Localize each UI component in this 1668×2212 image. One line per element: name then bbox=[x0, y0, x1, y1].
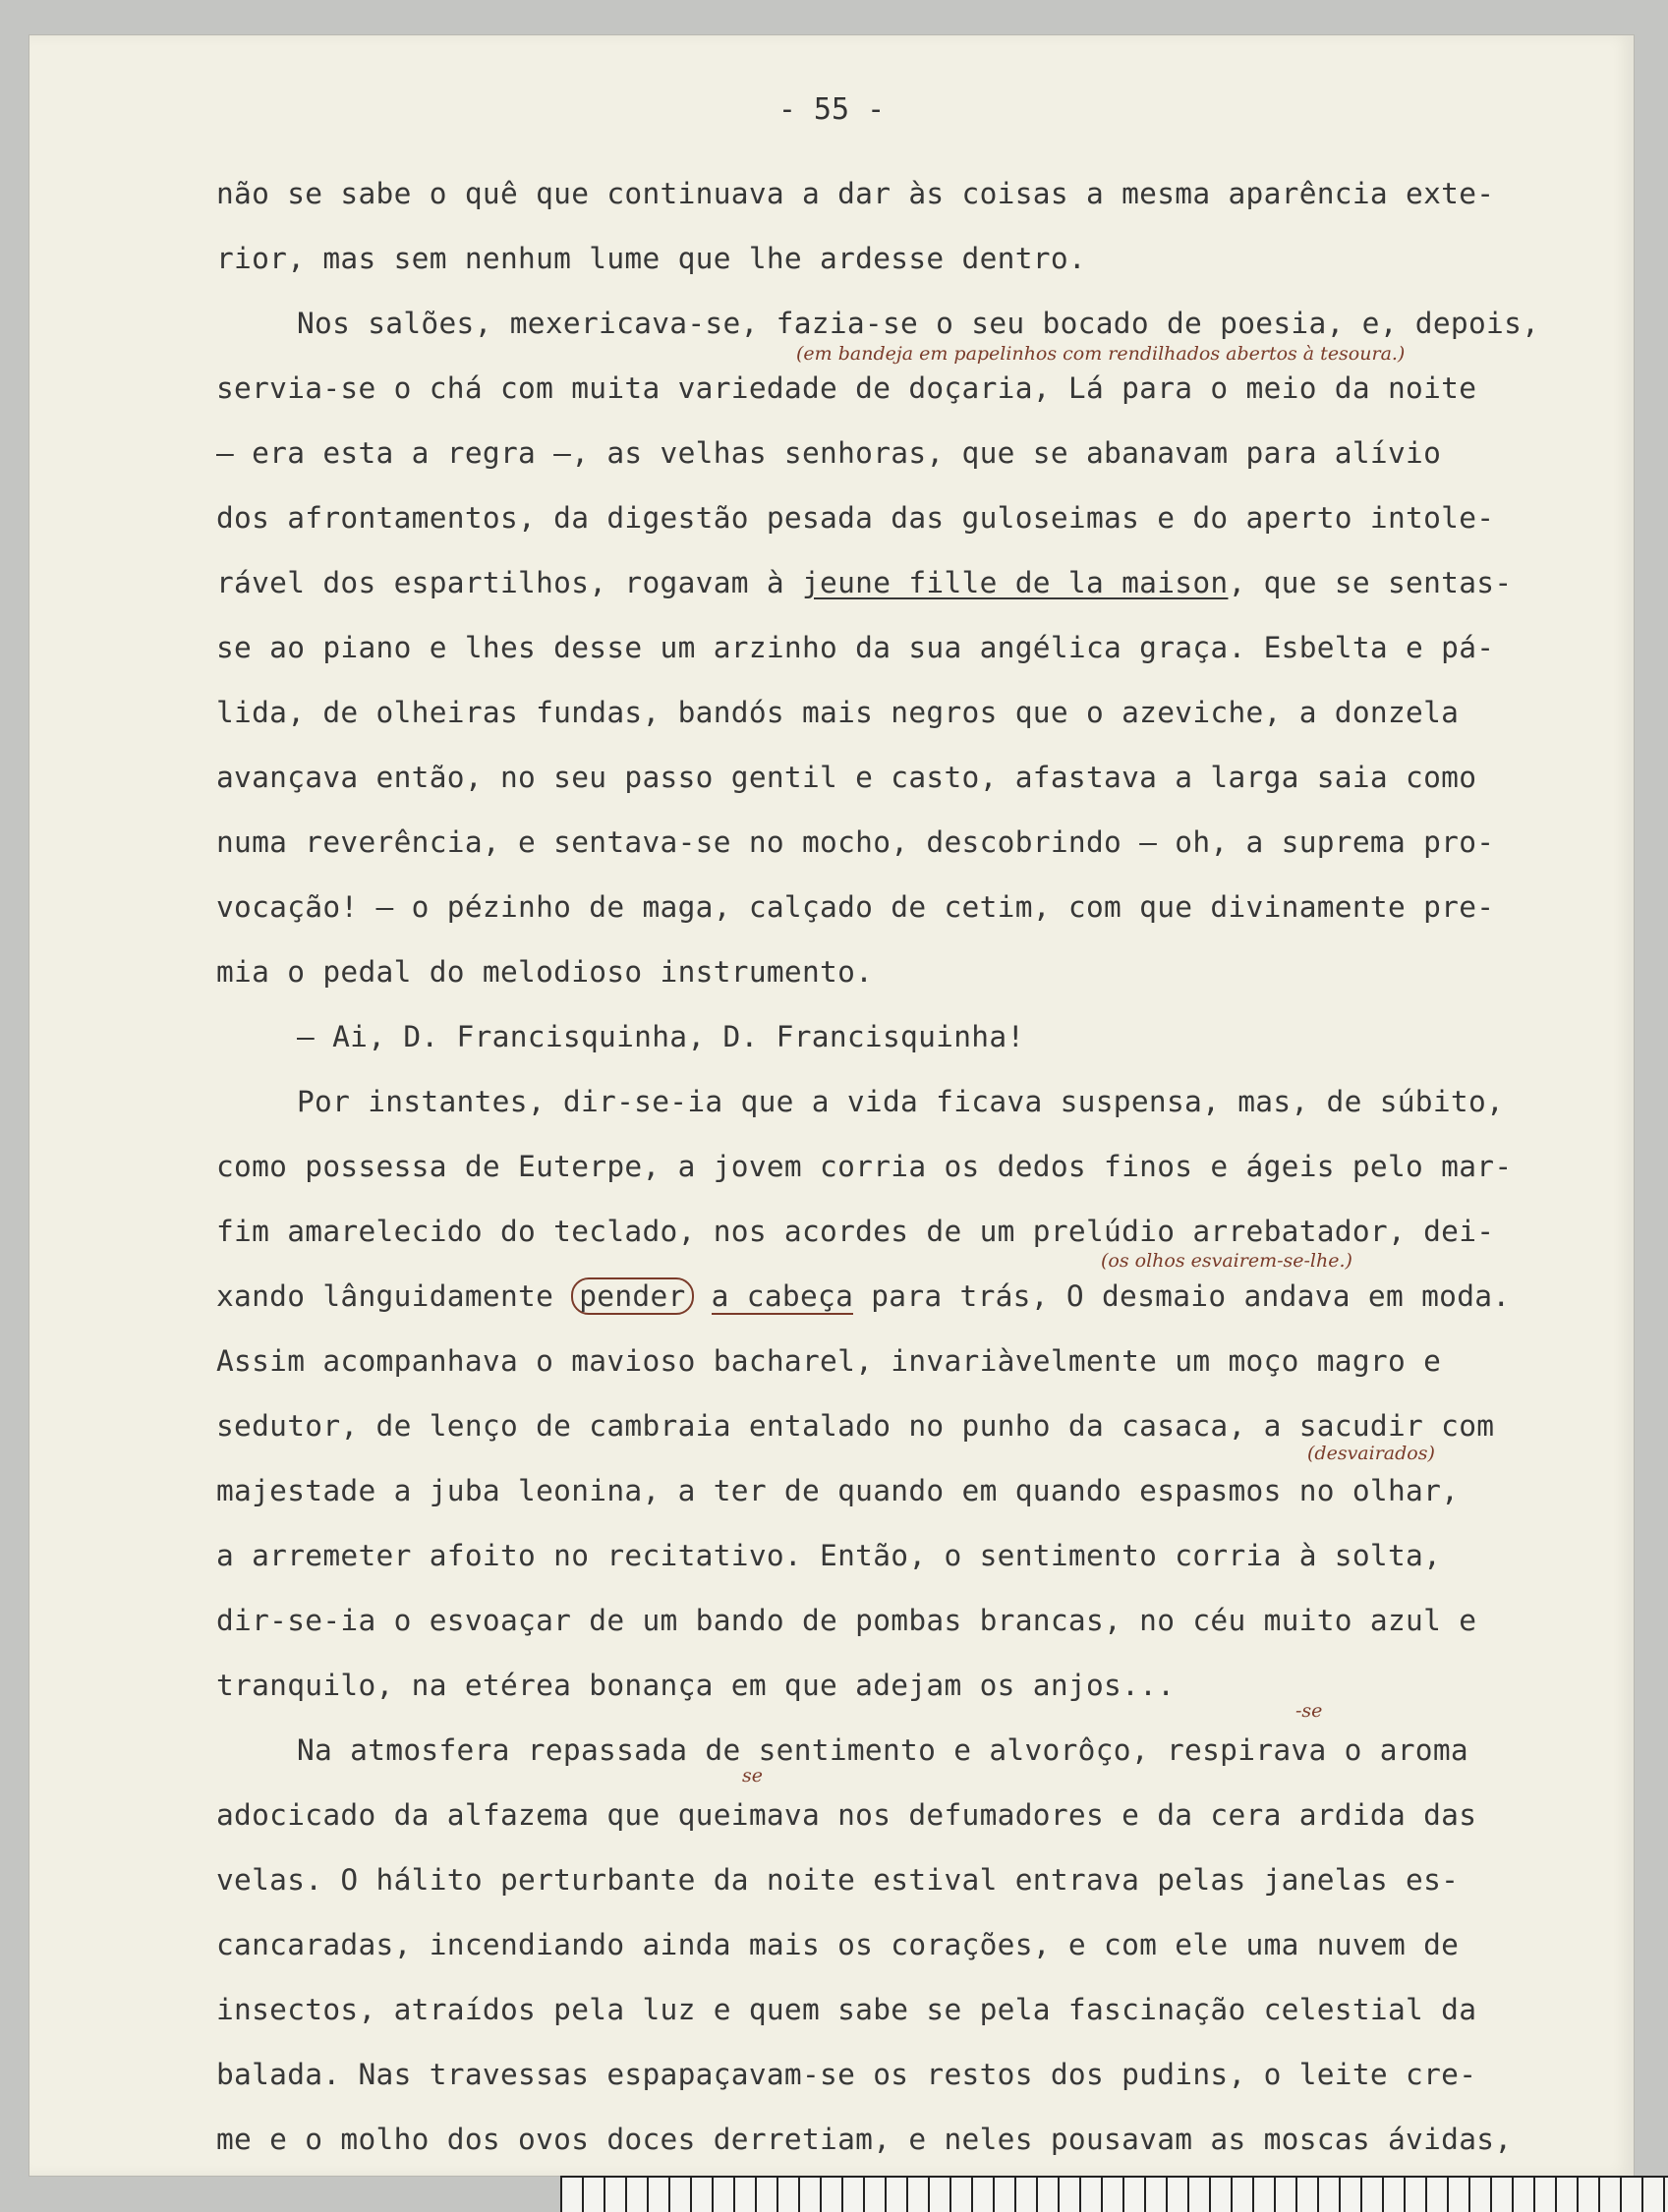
text-line: fim amarelecido do teclado, nos acordes de um prelúdio arrebatador, dei- bbox=[216, 1215, 1495, 1248]
handwritten-insertion-note: se bbox=[742, 1765, 763, 1787]
text-line: xando lânguidamente pender a cabeça para trás, O desmaio andava em moda. bbox=[216, 1279, 1511, 1313]
text-line: Na atmosfera repassada de sentimento e alvorôço, respirava o aroma bbox=[297, 1733, 1468, 1767]
text-line: tranquilo, na etérea bonança em que adejam os anjos... bbox=[216, 1669, 1176, 1702]
handwritten-insertion-note: (desvairados) bbox=[1307, 1443, 1435, 1464]
text-line: servia-se o chá com muita variedade de doçaria, Lá para o meio da noite bbox=[216, 371, 1477, 405]
text-line: lida, de olheiras fundas, bandós mais negros que o azeviche, a donzela bbox=[216, 696, 1460, 729]
text-line: dos afrontamentos, da digestão pesada das guloseimas e do aperto intole- bbox=[216, 501, 1495, 535]
page-number: - 55 - bbox=[777, 92, 886, 127]
handwritten-insertion-note: (os olhos esvairem-se-lhe.) bbox=[1101, 1250, 1352, 1272]
text-line: numa reverência, e sentava-se no mocho, descobrindo — oh, a suprema pro- bbox=[216, 825, 1495, 859]
text-line: balada. Nas travessas espapaçavam-se os restos dos pudins, o leite cre- bbox=[216, 2058, 1477, 2091]
text-line: se ao piano e lhes desse um arzinho da sua angélica graça. Esbelta e pá- bbox=[216, 631, 1495, 664]
text-line: não se sabe o quê que continuava a dar às coisas a mesma aparência exte- bbox=[216, 177, 1495, 210]
text-line: Assim acompanhava o mavioso bacharel, invariàvelmente um moço magro e bbox=[216, 1344, 1442, 1378]
text-line: como possessa de Euterpe, a jovem corria os dedos finos e ágeis pelo mar- bbox=[216, 1150, 1513, 1183]
circled-word: pender bbox=[571, 1277, 693, 1315]
text-line: Nos salões, mexericava-se, fazia-se o seu bocado de poesia, e, depois, bbox=[297, 307, 1540, 340]
text-line: a arremeter afoito no recitativo. Então, o sentimento corria à solta, bbox=[216, 1539, 1442, 1572]
underlined-phrase: jeune fille de la maison bbox=[802, 566, 1229, 599]
text-line: insectos, atraídos pela luz e quem sabe se pela fascinação celestial da bbox=[216, 1993, 1477, 2026]
text-line: mia o pedal do melodioso instrumento. bbox=[216, 955, 874, 989]
text-line: sedutor, de lenço de cambraia entalado no punho da casaca, a sacudir com bbox=[216, 1409, 1495, 1443]
handwritten-insertion-note: -se bbox=[1295, 1700, 1323, 1722]
text-line: — Ai, D. Francisquinha, D. Francisquinha! bbox=[297, 1020, 1025, 1053]
text-line: cancaradas, incendiando ainda mais os corações, e com ele uma nuvem de bbox=[216, 1928, 1460, 1961]
text-line: rável dos espartilhos, rogavam à jeune fille de la maison, que se sentas- bbox=[216, 566, 1513, 599]
text-line: vocação! — o pézinho de maga, calçado de cetim, com que divinamente pre- bbox=[216, 890, 1495, 924]
text-line: Por instantes, dir-se-ia que a vida ficava suspensa, mas, de súbito, bbox=[297, 1085, 1505, 1118]
scale-ruler bbox=[560, 2176, 1668, 2212]
underlined-phrase: a cabeça bbox=[711, 1279, 854, 1313]
handwritten-insertion-note: (em bandeja em papelinhos com rendilhados abertos à tesoura.) bbox=[796, 343, 1406, 365]
text-line: majestade a juba leonina, a ter de quando em quando espasmos no olhar, bbox=[216, 1474, 1460, 1507]
text-line: rior, mas sem nenhum lume que lhe ardesse dentro. bbox=[216, 242, 1086, 275]
typescript-page bbox=[29, 35, 1634, 2176]
text-line: adocicado da alfazema que queimava nos defumadores e da cera ardida das bbox=[216, 1798, 1477, 1832]
text-line: avançava então, no seu passo gentil e casto, afastava a larga saia como bbox=[216, 761, 1477, 794]
text-line: me e o molho dos ovos doces derretiam, e neles pousavam as moscas ávidas, bbox=[216, 2123, 1513, 2156]
text-line: — era esta a regra —, as velhas senhoras, que se abanavam para alívio bbox=[216, 436, 1442, 470]
text-line: dir-se-ia o esvoaçar de um bando de pombas brancas, no céu muito azul e bbox=[216, 1604, 1477, 1637]
text-line: velas. O hálito perturbante da noite estival entrava pelas janelas es- bbox=[216, 1863, 1460, 1897]
